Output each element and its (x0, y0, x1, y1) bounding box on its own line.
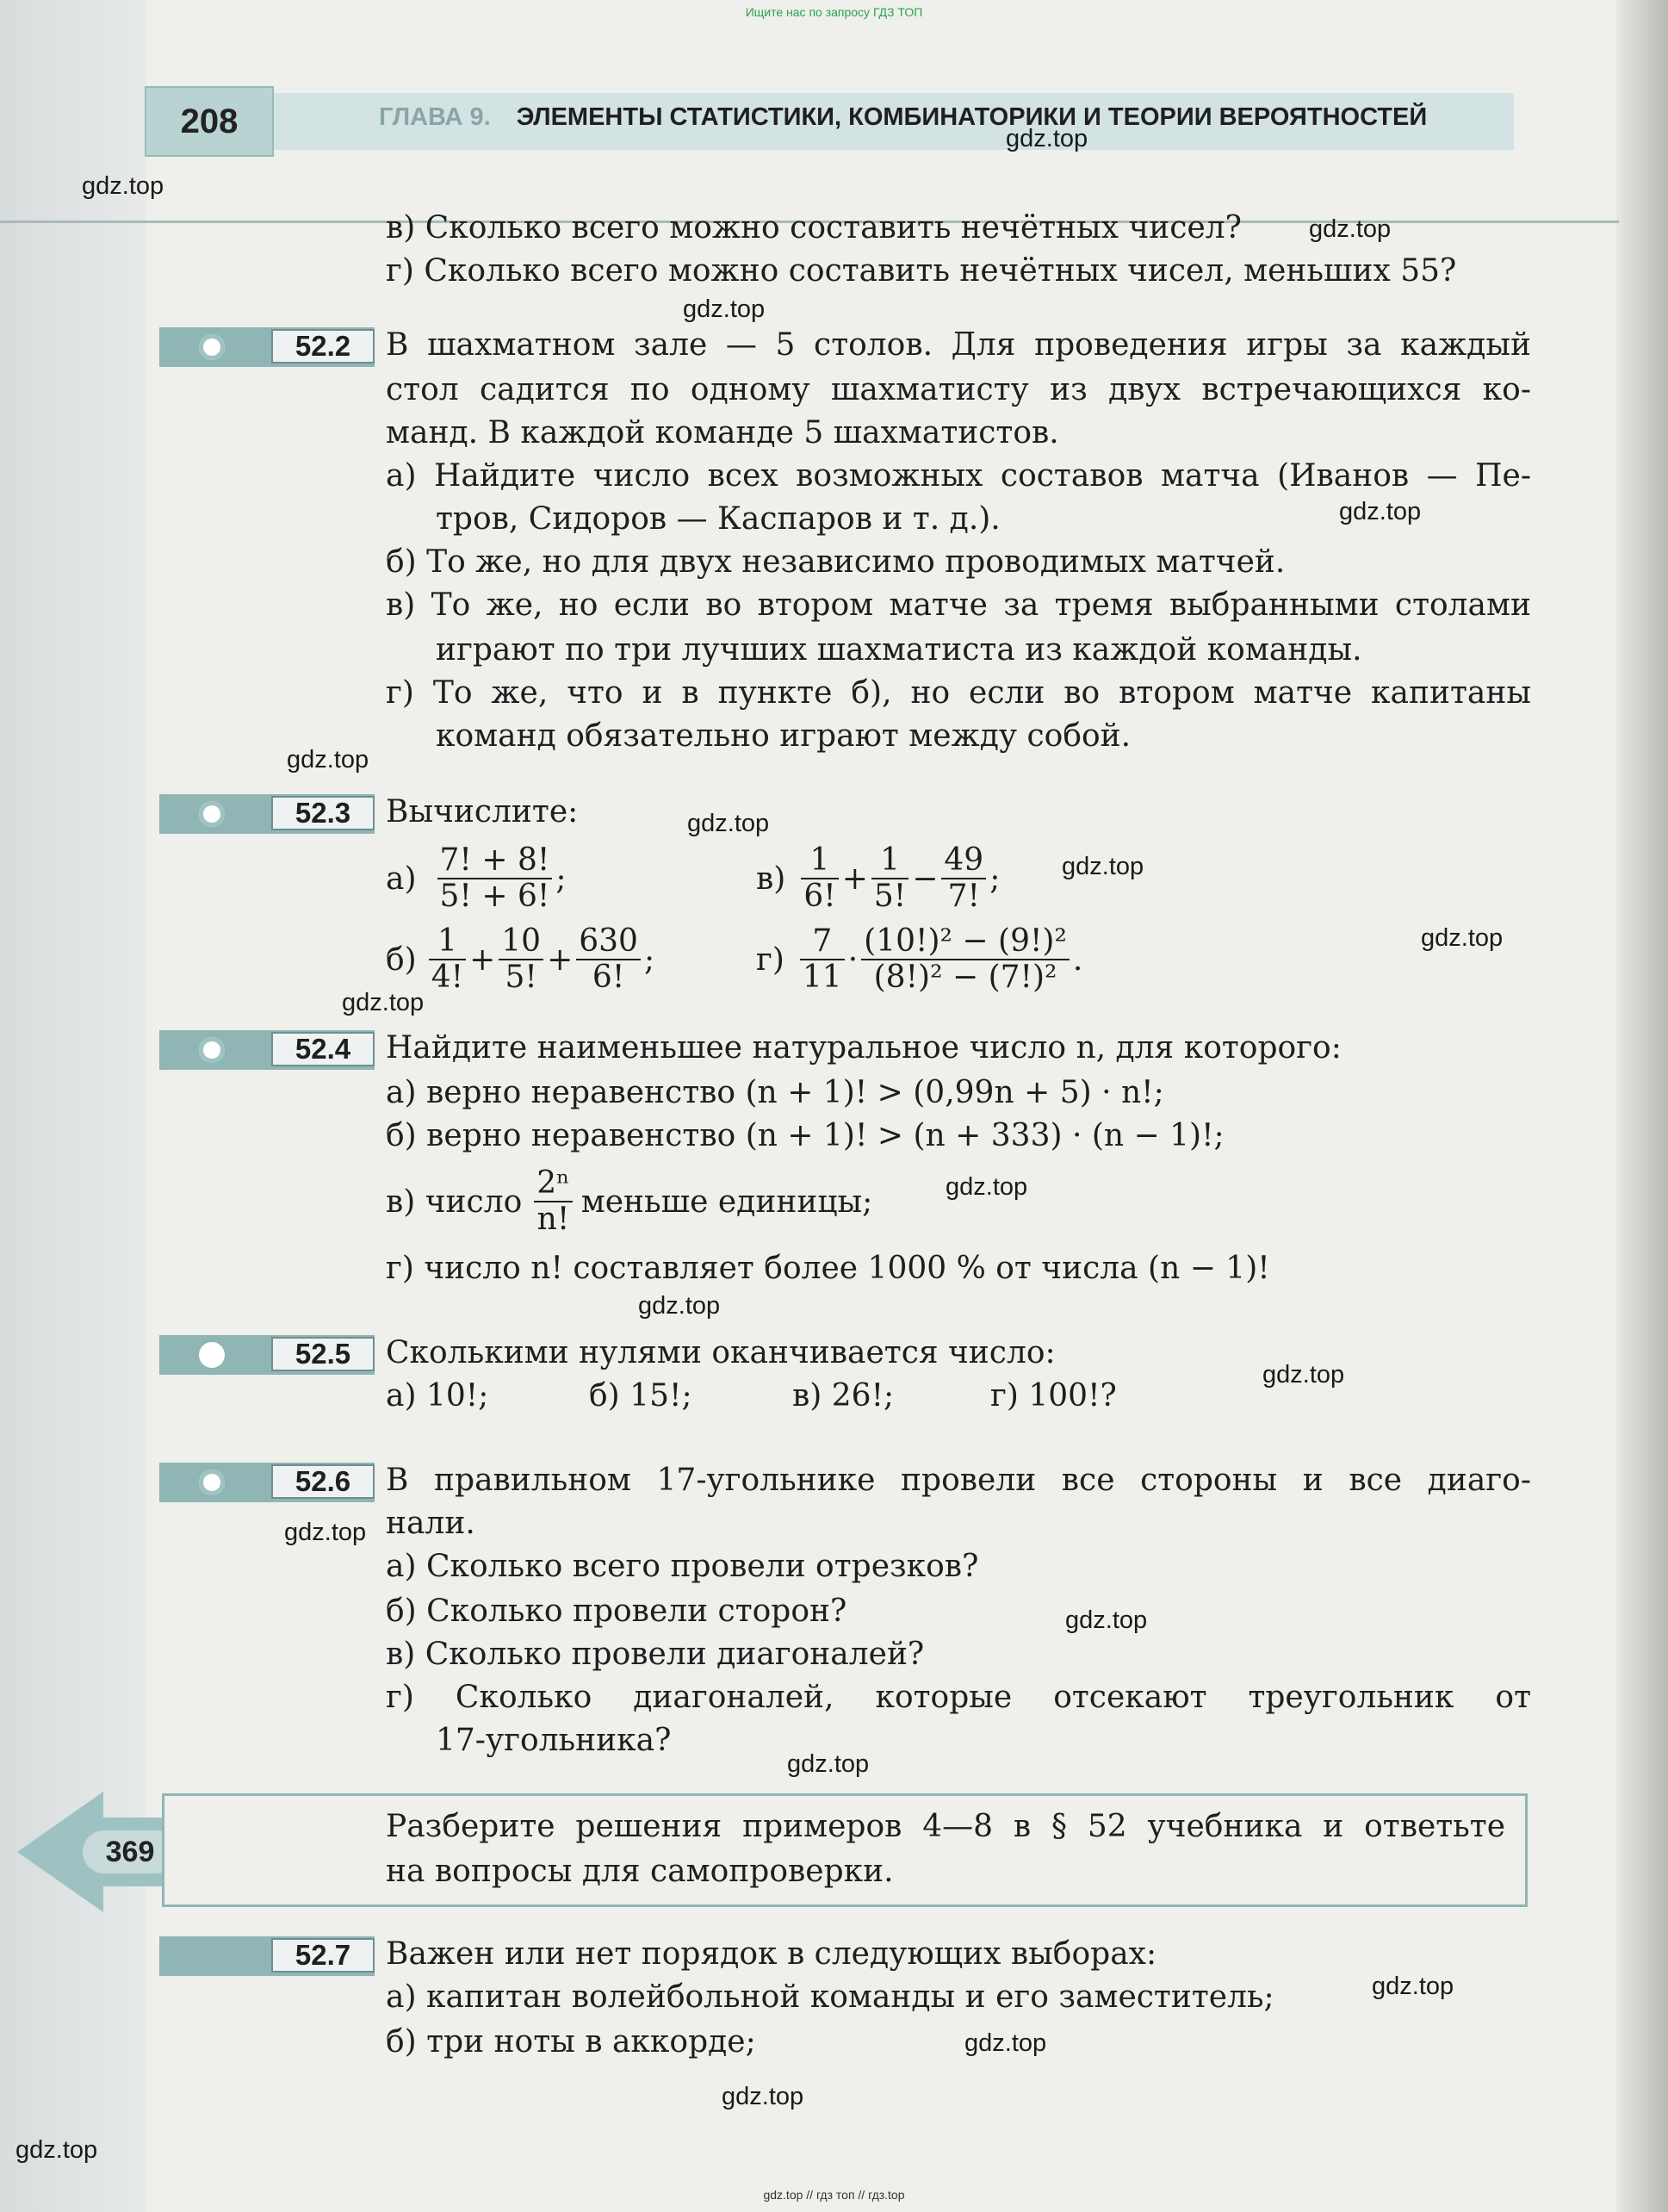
task-52-2-b: б) То же, но для двух независимо проводимых матчей. (386, 544, 1286, 580)
chapter-heading (379, 103, 1427, 132)
task-52-2-a-cont: тров, Сидоров — Каспаров и т. д.). (436, 501, 1001, 537)
task-52-7-b: б) три ноты в аккорде; (386, 2024, 756, 2060)
self-check-text-1: Разберите решения примеров 4—8 в § 52 учебника и ответьте (386, 1809, 1505, 1844)
task-label-52-2 (159, 327, 375, 367)
bottom-note: gdz.top // гдз топ // гдз.top (763, 2188, 905, 2202)
task-label-52-6 (159, 1463, 375, 1502)
task-52-5-a: а) 10!; (386, 1378, 489, 1414)
task-52-4-a: а) верно неравенство (n + 1)! > (0,99n + 5) · n!; (386, 1075, 1164, 1110)
page-binding-edge (1616, 0, 1668, 2212)
watermark: gdz.top (683, 295, 766, 323)
task-52-2-text-1: В шахматном зале — 5 столов. Для проведения игры за каждый (386, 327, 1531, 363)
prev-task-g: г) Сколько всего можно составить нечётных чисел, меньших 55? (386, 253, 1457, 289)
task-52-5-g: г) 100!? (990, 1378, 1117, 1414)
fraction: $\frac{1}{4!}$ (429, 924, 466, 995)
top-note: Ищите нас по запросу ГДЗ ТОП (745, 5, 923, 19)
fraction: $\frac{10}{5!}$ (499, 924, 543, 995)
circle-marker-icon (199, 1342, 225, 1368)
task-52-6-g: г) Сколько диагоналей, которые отсекают треугольник от (386, 1680, 1531, 1715)
watermark: gdz.top (1062, 853, 1144, 880)
task-52-7-intro: Важен или нет порядок в следующих выборах: (386, 1936, 1157, 1972)
task-52-3-a: а) $\frac{7! + 8!}{5! + 6!}$ ; (386, 842, 567, 914)
chapter-title: ЭЛЕМЕНТЫ СТАТИСТИКИ, КОМБИНАТОРИКИ И ТЕОРИИ ВЕРОЯТНОСТЕЙ (516, 103, 1428, 131)
watermark: gdz.top (287, 746, 369, 774)
task-52-4-b: б) верно неравенство (n + 1)! > (n + 333) · (n − 1)!; (386, 1118, 1225, 1153)
fraction: $\frac{7}{11}$ (800, 924, 845, 995)
prev-task-v: в) Сколько всего можно составить нечётных чисел? (386, 210, 1242, 245)
task-number: 52.5 (271, 1337, 375, 1371)
task-52-5-intro: Сколькими нулями оканчивается число: (386, 1335, 1056, 1370)
task-52-6-a: а) Сколько всего провели отрезков? (386, 1549, 979, 1584)
watermark: gdz.top (964, 2029, 1047, 2057)
task-label-52-4 (159, 1030, 375, 1070)
fraction: $\frac{\text{(10!)² − (9!)²}}{\text{(8!)² − (7!)²}}$ (861, 924, 1070, 995)
chapter-label: ГЛАВА 9. (379, 103, 491, 131)
circle-marker-icon (199, 1469, 225, 1495)
fraction: $\frac{49}{7!}$ (941, 843, 986, 914)
side-page-reference[interactable]: 369 (83, 1830, 177, 1873)
task-52-6-text-1: В правильном 17-угольнике провели все стороны и все диаго- (386, 1463, 1531, 1498)
task-52-6-b: б) Сколько провели сторон? (386, 1594, 847, 1629)
watermark: gdz.top (16, 2136, 98, 2164)
task-52-2-text-2: стол садится по одному шахматисту из двух встречающихся ко- (386, 372, 1531, 407)
watermark: gdz.top (1065, 1606, 1148, 1634)
fraction: $\frac{1}{6!}$ (801, 843, 838, 914)
watermark: gdz.top (722, 2083, 804, 2110)
watermark: gdz.top (1309, 215, 1392, 243)
task-label-52-5 (159, 1335, 375, 1375)
task-52-6-g-cont: 17-угольника? (436, 1723, 672, 1758)
task-number: 52.7 (271, 1938, 375, 1973)
self-check-text-2: на вопросы для самопроверки. (386, 1854, 894, 1889)
task-52-4-g: г) число n! составляет более 1000 % от числа (n − 1)! (386, 1251, 1270, 1286)
page-number: 208 (145, 86, 274, 157)
circle-marker-icon (199, 334, 225, 360)
task-52-3-intro: Вычислите: (386, 794, 579, 830)
task-number: 52.6 (271, 1464, 375, 1499)
task-52-2-g: г) То же, что и в пункте б), но если во втором матче капитаны (386, 675, 1531, 711)
task-52-2-a: а) Найдите число всех возможных составов матча (Иванов — Пе- (386, 458, 1531, 494)
fraction: $\frac{630}{6!}$ (576, 924, 641, 995)
task-52-7-a: а) капитан волейбольной команды и его заместитель; (386, 1979, 1274, 2015)
watermark: gdz.top (1421, 924, 1504, 952)
task-52-3-v: в) $\frac{1}{6!}$ + $\frac{1}{5!}$ − $\frac{49}{7!}$ ; (756, 842, 1001, 914)
task-label-52-7 (159, 1936, 375, 1976)
task-52-4-intro: Найдите наименьшее натуральное число n, для которого: (386, 1030, 1342, 1066)
task-52-6-text-2: нали. (386, 1506, 475, 1541)
watermark: gdz.top (638, 1292, 721, 1320)
task-52-6-v: в) Сколько провели диагоналей? (386, 1637, 925, 1672)
watermark: gdz.top (1006, 125, 1088, 152)
task-52-3-b: б) $\frac{1}{4!}$ + $\frac{10}{5!}$ + $\frac{630}{6!}$ ; (386, 923, 655, 995)
fraction: $\frac{7! + 8!}{5! + 6!}$ (437, 843, 553, 914)
task-52-2-v: в) То же, но если во втором матче за тремя выбранными столами (386, 587, 1531, 623)
task-52-3-g: г) $\frac{7}{11}$ · $\frac{\text{(10!)² − (9!)²}}{\text{(8!)² − (7!)²}}$ . (756, 923, 1083, 995)
task-number: 52.4 (271, 1032, 375, 1066)
task-52-2-g-cont: команд обязательно играют между собой. (436, 718, 1132, 754)
watermark: gdz.top (284, 1519, 367, 1546)
task-52-2-text-3: манд. В каждой команде 5 шахматистов. (386, 415, 1059, 450)
watermark: gdz.top (82, 172, 164, 200)
watermark: gdz.top (1262, 1361, 1345, 1389)
watermark: gdz.top (1339, 498, 1422, 525)
task-number: 52.3 (271, 796, 375, 830)
task-52-4-v: в) число $\frac{\text{2ⁿ}}{n!}$ меньше единицы; (386, 1165, 873, 1237)
task-52-5-b: б) 15!; (589, 1378, 692, 1414)
watermark: gdz.top (946, 1173, 1028, 1201)
fraction: $\frac{1}{5!}$ (871, 843, 908, 914)
watermark: gdz.top (342, 989, 425, 1016)
task-52-2-v-cont: играют по три лучших шахматиста из каждой команды. (436, 632, 1362, 668)
circle-marker-icon (199, 1037, 225, 1063)
task-52-5-v: в) 26!; (792, 1378, 895, 1414)
circle-marker-icon (199, 801, 225, 827)
task-label-52-3 (159, 794, 375, 834)
fraction: $\frac{\text{2ⁿ}}{n!}$ (534, 1166, 572, 1237)
task-number: 52.2 (271, 329, 375, 363)
watermark: gdz.top (787, 1750, 870, 1778)
watermark: gdz.top (687, 810, 770, 837)
watermark: gdz.top (1372, 1973, 1454, 2000)
